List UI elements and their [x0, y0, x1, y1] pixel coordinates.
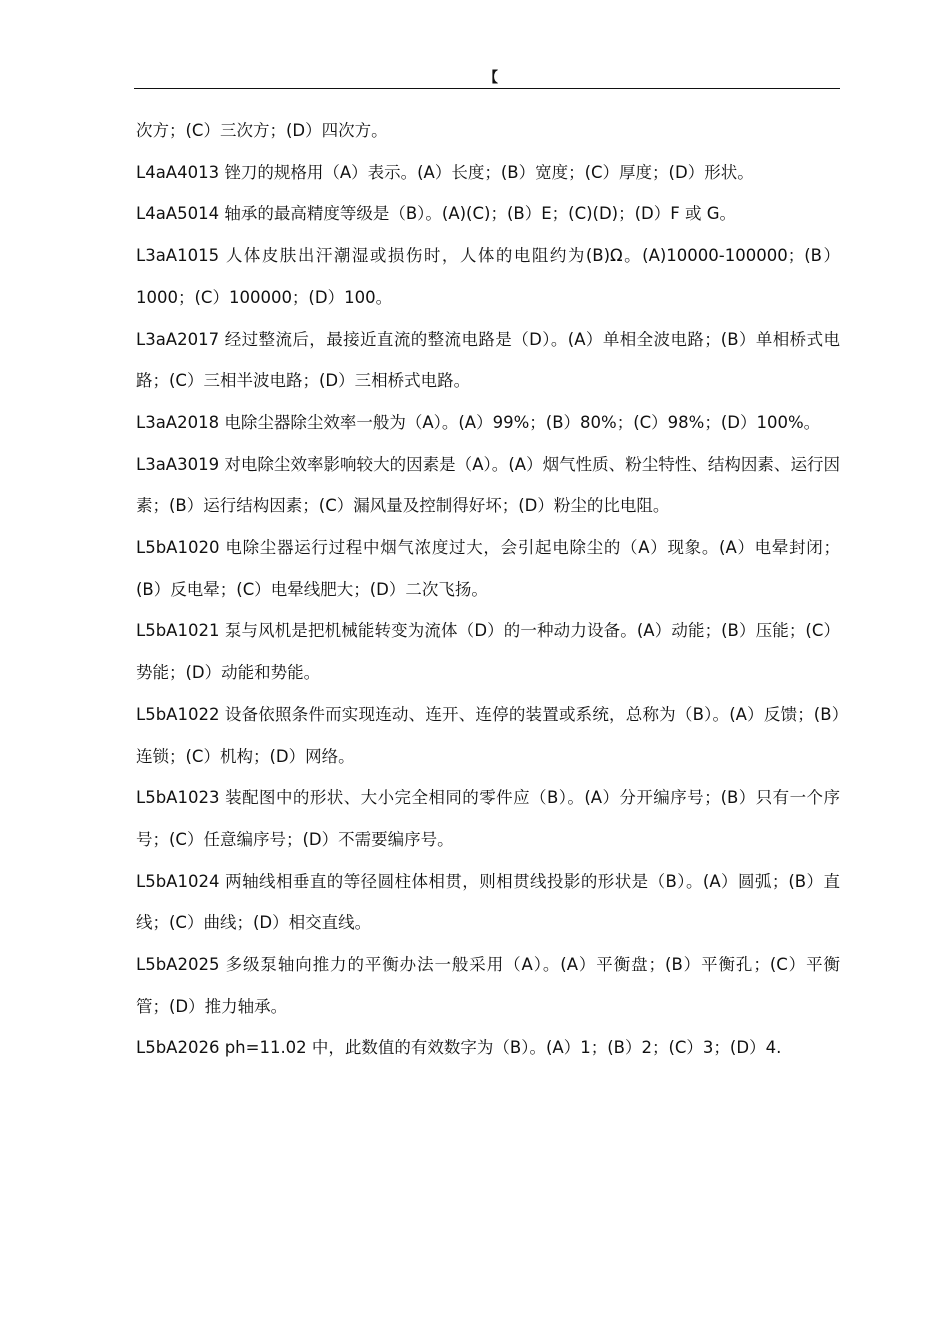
paragraph-continuation: 次方；(C）三次方；(D）四次方。 [136, 121, 388, 140]
question-L4aA4013: L4aA4013 锉刀的规格用（A）表示。(A）长度；(B）宽度；(C）厚度；(D）形状。 [136, 162, 754, 182]
question-L5bA1022: L5bA1022 设备依照条件而实现连动、连开、连停的装置或系统，总称为（B）。(A）反馈；(B）连锁；(C）机构；(D）网络。 [136, 704, 840, 766]
question-L3aA1015: L3aA1015 人体皮肤出汗潮湿或损伤时，人体的电阻约为(B)Ω。(A)10000-100000；(B）1000；(C）100000；(D）100。 [136, 246, 840, 307]
question-L5bA1021: L5bA1021 泵与风机是把机械能转变为流体（D）的一种动力设备。(A）动能；(B）压能；(C）势能；(D）动能和势能。 [136, 621, 840, 683]
question-L3aA3019: L3aA3019 对电除尘效率影响较大的因素是（A）。(A）烟气性质、粉尘特性、结构因素、运行因素；(B）运行结构因素；(C）漏风量及控制得好坏；(D）粉尘的比电阻。 [136, 454, 840, 516]
question-L3aA2017: L3aA2017 经过整流后，最接近直流的整流电路是（D）。(A）单相全波电路；(B）单相桥式电路；(C）三相半波电路；(D）三相桥式电路。 [136, 329, 840, 391]
question-L5bA1024: L5bA1024 两轴线相垂直的等径圆柱体相贯，则相贯线投影的形状是（B）。(A）圆弧；(B）直线；(C）曲线；(D）相交直线。 [136, 871, 840, 933]
document-body [136, 110, 840, 1069]
question-L3aA2018: L3aA2018 电除尘器除尘效率一般为（A）。(A）99%；(B）80%；(C）98%；(D）100%。 [136, 412, 821, 432]
question-L4aA5014: L4aA5014 轴承的最高精度等级是（B）。(A)(C)；(B）E；(C)(D)；(D）F 或 G。 [136, 204, 737, 224]
question-L5bA1020: L5bA1020 电除尘器运行过程中烟气浓度过大，会引起电除尘的（A）现象。(A）电晕封闭；(B）反电晕；(C）电晕线肥大；(D）二次飞扬。 [136, 538, 840, 599]
question-L5bA1023: L5bA1023 装配图中的形状、大小完全相同的零件应（B）。(A）分开编序号；(B）只有一个序号；(C）任意编序号；(D）不需要编序号。 [136, 788, 840, 849]
question-L5bA2026: L5bA2026 ph=11.02 中，此数值的有效数字为（B）。(A）1；(B）2；(C）3；(D）4. [136, 1038, 782, 1058]
header-mark: 【 [484, 70, 498, 86]
question-L5bA2025: L5bA2025 多级泵轴向推力的平衡办法一般采用（A）。(A）平衡盘；(B）平衡孔；(C）平衡管；(D）推力轴承。 [136, 955, 840, 1016]
header-rule [134, 88, 840, 89]
